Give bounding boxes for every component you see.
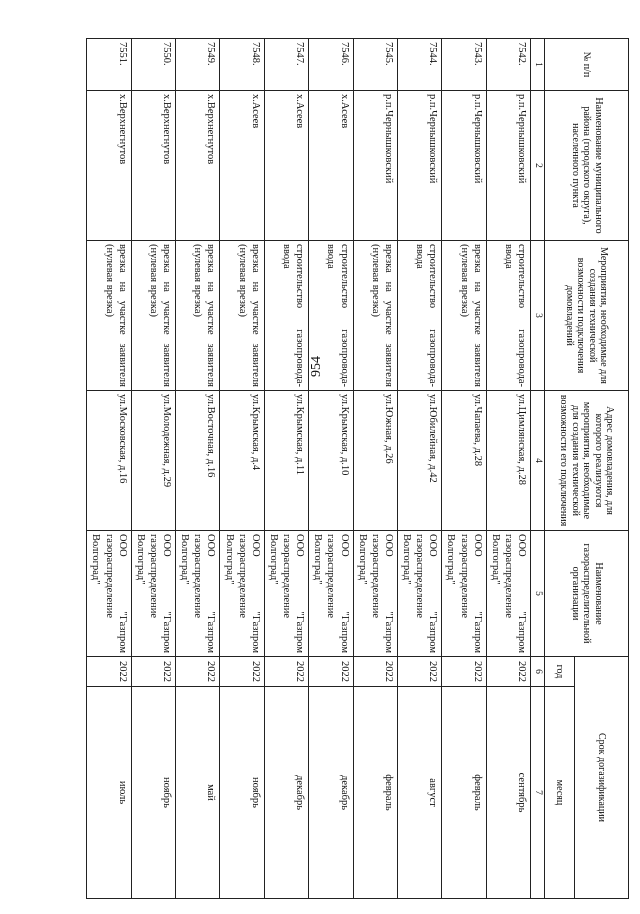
row-year: 2022	[353, 657, 397, 687]
row-number: 7542.	[486, 39, 530, 91]
row-address: ул.Юбилейная, д.42	[397, 391, 441, 531]
table-body	[87, 39, 531, 899]
row-year: 2022	[397, 657, 441, 687]
row-year: 2022	[309, 657, 353, 687]
col-number: 1	[531, 39, 545, 91]
row-month: декабрь	[309, 687, 353, 899]
row-measure: врезка на участке заявителя (нулевая врезка)	[131, 241, 175, 391]
register-table-rotated	[90, 38, 629, 898]
row-number: 7544.	[397, 39, 441, 91]
table-row	[220, 39, 264, 899]
row-month: сентябрь	[486, 687, 530, 899]
header-address: Адрес домовладения, для которого реализуются мероприятия, необходимые для создания технической возможности его подключения	[545, 391, 629, 531]
row-district: р.п.Чернышковский	[397, 91, 441, 241]
row-number: 7548.	[220, 39, 264, 91]
row-address: ул.Московская, д.16	[87, 391, 131, 531]
row-org: ООО "Газпром газораспределение Волгоград"	[87, 531, 131, 657]
row-year: 2022	[264, 657, 308, 687]
header-measures: Мероприятия, необходимые для создания технической возможности подключения домовладений	[545, 241, 629, 391]
row-year: 2022	[176, 657, 220, 687]
table-row	[442, 39, 486, 899]
col-number: 3	[531, 241, 545, 391]
table-row	[353, 39, 397, 899]
row-month: февраль	[442, 687, 486, 899]
row-measure: строительство газопровода-ввода	[397, 241, 441, 391]
row-number: 7550.	[131, 39, 175, 91]
row-district: х.Верхнегнутов	[176, 91, 220, 241]
row-org: ООО "Газпром газораспределение Волгоград"	[220, 531, 264, 657]
row-year: 2022	[220, 657, 264, 687]
header-year: год	[545, 657, 575, 687]
row-district: х.Асеев	[264, 91, 308, 241]
row-district: х.Асеев	[220, 91, 264, 241]
row-org: ООО "Газпром газораспределение Волгоград"	[397, 531, 441, 657]
row-month: декабрь	[264, 687, 308, 899]
row-address: ул.Чапаева, д.28	[442, 391, 486, 531]
register-table	[86, 38, 629, 899]
row-year: 2022	[486, 657, 530, 687]
row-measure: врезка на участке заявителя (нулевая врезка)	[220, 241, 264, 391]
table-row	[486, 39, 530, 899]
row-measure: строительство газопровода-ввода	[486, 241, 530, 391]
row-measure: врезка на участке заявителя (нулевая врезка)	[353, 241, 397, 391]
col-number: 5	[531, 531, 545, 657]
header-month: месяц	[545, 687, 575, 899]
header-org: Наименование газораспределительной организации	[545, 531, 629, 657]
row-district: х.Верхнегнутов	[131, 91, 175, 241]
row-address: ул.Крымская, д.11	[264, 391, 308, 531]
row-number: 7551.	[87, 39, 131, 91]
row-number: 7543.	[442, 39, 486, 91]
row-org: ООО "Газпром газораспределение Волгоград"	[176, 531, 220, 657]
row-org: ООО "Газпром газораспределение Волгоград"	[131, 531, 175, 657]
row-district: р.п.Чернышковский	[486, 91, 530, 241]
row-org: ООО "Газпром газораспределение Волгоград"	[486, 531, 530, 657]
row-measure: врезка на участке заявителя (нулевая врезка)	[176, 241, 220, 391]
table-row	[309, 39, 353, 899]
col-number: 4	[531, 391, 545, 531]
row-number: 7547.	[264, 39, 308, 91]
page-number: 954	[309, 356, 324, 377]
col-number: 2	[531, 91, 545, 241]
row-org: ООО "Газпром газораспределение Волгоград"	[264, 531, 308, 657]
row-measure: строительство газопровода-ввода	[264, 241, 308, 391]
row-year: 2022	[87, 657, 131, 687]
row-district: х.Верхнегнутов	[87, 91, 131, 241]
header-num: № п/п	[545, 39, 629, 91]
row-measure: врезка на участке заявителя (нулевая врезка)	[87, 241, 131, 391]
table-row	[87, 39, 131, 899]
row-district: х.Асеев	[309, 91, 353, 241]
row-address: ул.Восточная, д.16	[176, 391, 220, 531]
row-org: ООО "Газпром газораспределение Волгоград"	[442, 531, 486, 657]
table-row	[264, 39, 308, 899]
row-month: июль	[87, 687, 131, 899]
col-number: 6	[531, 657, 545, 687]
row-month: май	[176, 687, 220, 899]
table-row	[397, 39, 441, 899]
row-address: ул.Молодежная, д.29	[131, 391, 175, 531]
header-district: Наименование муниципального района (городского округа), населенного пункта	[545, 91, 629, 241]
row-org: ООО "Газпром газораспределение Волгоград"	[353, 531, 397, 657]
row-number: 7549.	[176, 39, 220, 91]
row-measure: строительство газопровода-ввода	[309, 241, 353, 391]
row-address: ул.Южная, д.26	[353, 391, 397, 531]
row-org: ООО "Газпром газораспределение Волгоград"	[309, 531, 353, 657]
table-row	[176, 39, 220, 899]
row-year: 2022	[442, 657, 486, 687]
row-number: 7545.	[353, 39, 397, 91]
row-year: 2022	[131, 657, 175, 687]
row-month: ноябрь	[131, 687, 175, 899]
row-month: август	[397, 687, 441, 899]
row-measure: врезка на участке заявителя (нулевая врезка)	[442, 241, 486, 391]
row-month: ноябрь	[220, 687, 264, 899]
header-deadline: Срок догазификации	[575, 657, 629, 899]
row-district: р.п.Чернышковский	[353, 91, 397, 241]
row-number: 7546.	[309, 39, 353, 91]
row-address: ул.Крымская, д.4	[220, 391, 264, 531]
table-row	[131, 39, 175, 899]
row-district: р.п.Чернышковский	[442, 91, 486, 241]
row-address: ул.Крымская, д.10	[309, 391, 353, 531]
col-number: 7	[531, 687, 545, 899]
row-month: февраль	[353, 687, 397, 899]
row-address: ул.Цимлянская, д.28	[486, 391, 530, 531]
